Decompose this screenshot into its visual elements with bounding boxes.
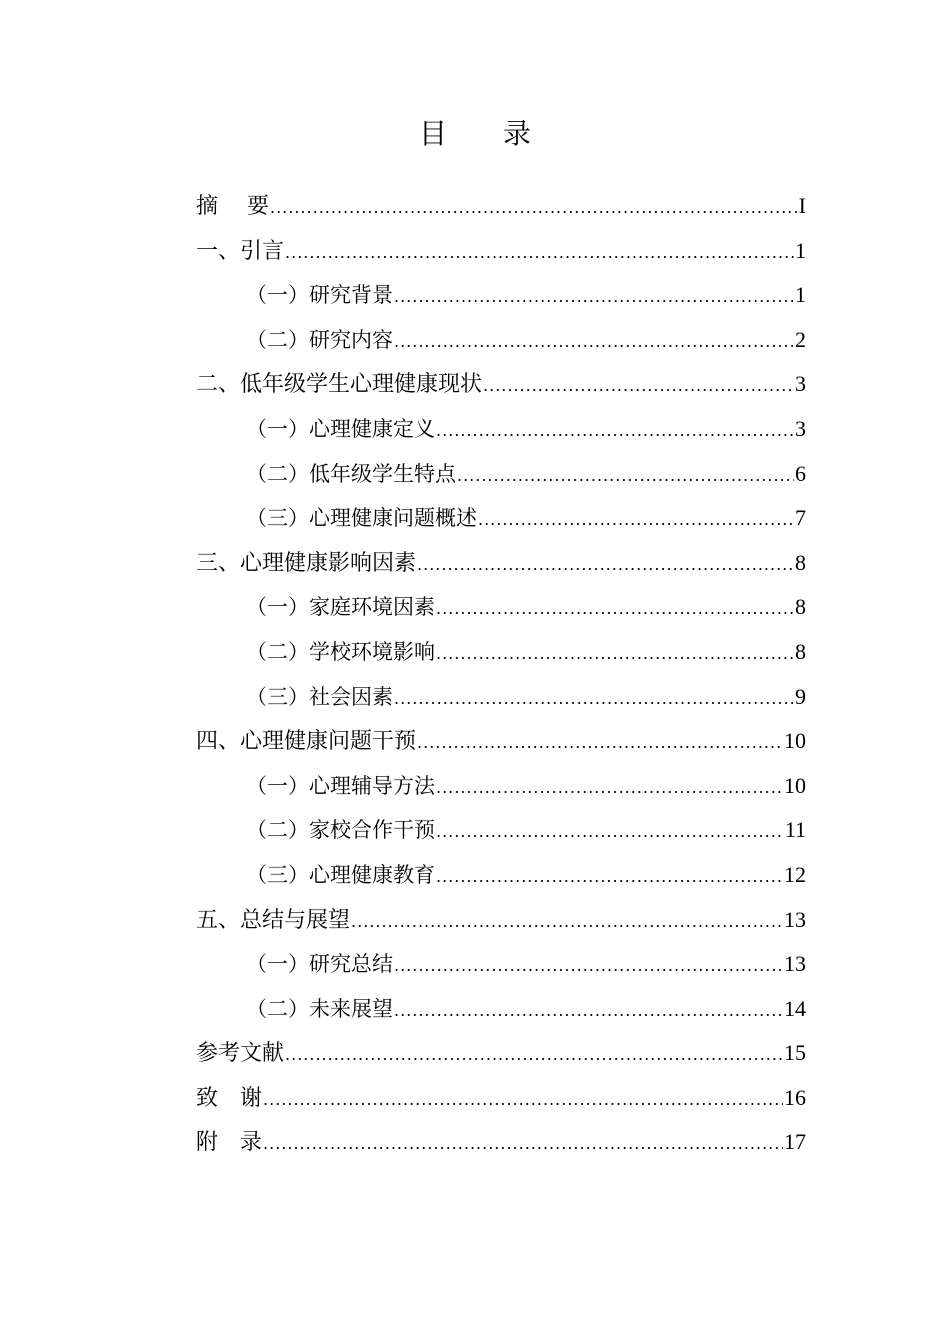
toc-entry[interactable] xyxy=(196,362,806,407)
toc-entry-label: （二）低年级学生特点 xyxy=(246,461,456,486)
toc-entry[interactable] xyxy=(196,853,806,898)
toc-entry[interactable] xyxy=(196,764,806,809)
toc-leader-dots xyxy=(263,1122,783,1167)
toc-entry[interactable] xyxy=(196,808,806,853)
toc-entry-label: 四、心理健康问题干预 xyxy=(196,729,417,755)
toc-leader-dots xyxy=(285,1033,783,1078)
toc-entry-label: （二）研究内容 xyxy=(246,327,393,352)
toc-leader-dots xyxy=(436,810,784,855)
toc-entry[interactable] xyxy=(196,719,806,764)
toc-entry-label: 一、引言 xyxy=(196,238,285,264)
toc-entry-page-number: 1 xyxy=(795,237,806,263)
toc-entry-page-number: 3 xyxy=(795,371,806,397)
toc-entry[interactable] xyxy=(196,541,806,586)
toc-entry[interactable] xyxy=(196,273,806,318)
toc-leader-dots xyxy=(436,766,783,811)
toc-entry-label: 摘 要 xyxy=(196,194,269,219)
toc-entry[interactable] xyxy=(196,1031,806,1076)
toc-leader-dots xyxy=(394,275,794,320)
toc-entry[interactable] xyxy=(196,407,806,452)
toc-entry-page-number: 14 xyxy=(784,995,806,1021)
toc-entry-label: （二）未来展望 xyxy=(246,996,393,1021)
toc-entry[interactable] xyxy=(196,1120,806,1165)
toc-leader-dots xyxy=(483,364,794,409)
toc-leader-dots xyxy=(263,1078,783,1123)
toc-leader-dots xyxy=(285,231,794,276)
toc-entry-label: （三）心理健康教育 xyxy=(246,862,435,887)
toc-leader-dots xyxy=(394,320,794,365)
toc-leader-dots xyxy=(436,409,794,454)
toc-leader-dots xyxy=(394,944,783,989)
toc-entry-page-number: 13 xyxy=(784,906,806,932)
toc-leader-dots xyxy=(436,855,783,900)
toc-entry-label: 致 谢 xyxy=(196,1085,263,1111)
toc-entry-page-number: 3 xyxy=(795,415,806,441)
toc-entry-label: 三、心理健康影响因素 xyxy=(196,550,417,576)
toc-leader-dots xyxy=(436,632,794,677)
toc-entry-page-number: 12 xyxy=(784,861,806,887)
toc-entry[interactable] xyxy=(196,630,806,675)
toc-entry-label: 参考文献 xyxy=(196,1041,285,1067)
title-char-left: 目 xyxy=(418,117,447,150)
toc-entry-label: （一）研究背景 xyxy=(246,283,393,308)
toc-entry-label: 二、低年级学生心理健康现状 xyxy=(196,372,483,398)
toc-entry-page-number: 1 xyxy=(795,282,806,308)
toc-entry-page-number: I xyxy=(798,193,806,218)
toc-entry-label: （三）社会因素 xyxy=(246,684,393,709)
toc-leader-dots xyxy=(417,721,783,766)
toc-entry-page-number: 11 xyxy=(784,817,806,843)
toc-entry[interactable] xyxy=(196,987,806,1032)
table-of-contents xyxy=(196,184,806,1165)
title-char-right: 录 xyxy=(503,117,532,150)
toc-entry-page-number: 17 xyxy=(784,1129,806,1155)
toc-entry-label: （二）家校合作干预 xyxy=(246,818,435,843)
toc-leader-dots xyxy=(457,454,794,499)
toc-entry[interactable] xyxy=(196,898,806,943)
toc-entry-label: 五、总结与展望 xyxy=(196,907,351,933)
toc-entry[interactable] xyxy=(196,942,806,987)
toc-entry-page-number: 7 xyxy=(795,505,806,531)
toc-entry[interactable] xyxy=(196,318,806,363)
toc-entry-page-number: 16 xyxy=(784,1084,806,1110)
toc-leader-dots xyxy=(478,498,794,543)
toc-leader-dots xyxy=(417,543,794,588)
toc-leader-dots xyxy=(394,677,794,722)
page-title xyxy=(0,116,950,152)
toc-entry[interactable] xyxy=(196,496,806,541)
toc-entry-page-number: 6 xyxy=(795,460,806,486)
toc-entry[interactable] xyxy=(196,452,806,497)
toc-leader-dots xyxy=(270,186,798,231)
toc-entry-page-number: 15 xyxy=(784,1040,806,1066)
toc-entry-page-number: 8 xyxy=(795,549,806,575)
toc-entry-page-number: 10 xyxy=(784,728,806,754)
toc-entry-page-number: 10 xyxy=(784,772,806,798)
toc-entry[interactable] xyxy=(196,229,806,274)
toc-leader-dots xyxy=(351,900,783,945)
toc-entry-label: （一）家庭环境因素 xyxy=(246,595,435,620)
toc-leader-dots xyxy=(436,587,794,632)
toc-entry-label: （二）学校环境影响 xyxy=(246,639,435,664)
toc-entry-page-number: 8 xyxy=(795,638,806,664)
toc-entry-page-number: 9 xyxy=(795,683,806,709)
toc-entry-label: （一）心理健康定义 xyxy=(246,416,435,441)
toc-entry-page-number: 13 xyxy=(784,951,806,977)
toc-entry[interactable] xyxy=(196,675,806,720)
toc-entry-label: 附 录 xyxy=(196,1130,263,1156)
toc-entry-page-number: 8 xyxy=(795,594,806,620)
toc-entry[interactable] xyxy=(196,184,806,229)
toc-leader-dots xyxy=(394,989,783,1034)
toc-entry-label: （三）心理健康问题概述 xyxy=(246,506,477,531)
toc-entry-label: （一）心理辅导方法 xyxy=(246,773,435,798)
toc-entry[interactable] xyxy=(196,1076,806,1121)
toc-entry[interactable] xyxy=(196,585,806,630)
toc-entry-label: （一）研究总结 xyxy=(246,952,393,977)
toc-entry-page-number: 2 xyxy=(795,326,806,352)
